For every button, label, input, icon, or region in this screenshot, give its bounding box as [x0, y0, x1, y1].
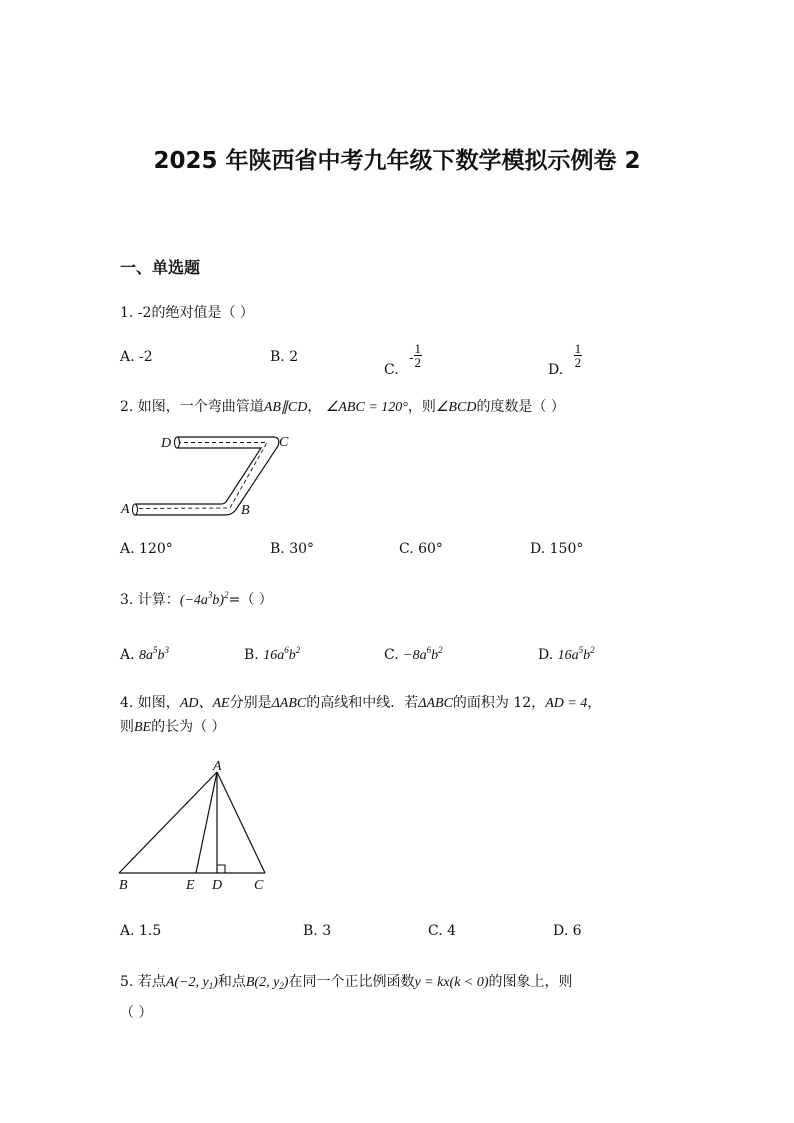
section-heading: 一、单选题	[120, 258, 201, 277]
pipe-label-b: B	[241, 503, 250, 518]
q1-option-c-fraction: $\frac{1}{2}$	[414, 341, 422, 370]
q4-option-b: B. 3	[303, 923, 332, 939]
question-3-text: 3. 计算：$(-4a^3b)^2=$（ ）	[120, 590, 273, 608]
triangle-label-c: C	[254, 878, 264, 893]
q2-option-a: A. 120°	[120, 541, 173, 557]
q1-option-a: A. -2	[120, 349, 153, 365]
triangle-label-a: A	[213, 759, 222, 774]
question-4-line-1: 4. 如图，AD、AE分别是ΔABC的高线和中线．若ΔABC的面积为 12，AD = 4，	[120, 695, 602, 711]
triangle-figure	[115, 755, 275, 895]
q1-option-d-label: D.	[548, 361, 564, 378]
question-2-text: 2. 如图，一个弯曲管道AB∥CD， ∠ABC = 120°，则∠BCD的度数是（ ）	[120, 399, 565, 415]
triangle-label-e: E	[186, 878, 195, 893]
question-5-line-1: 5. 若点A(−2, $y_1$)和点B(2, $y_2$)在同一个正比例函数y = kx(k < 0)的图象上，则	[120, 974, 573, 991]
q3-option-c: C. $-8a^6b^2$	[384, 645, 443, 663]
pipe-figure	[115, 428, 305, 523]
q4-option-d: D. 6	[553, 923, 582, 939]
triangle-label-d: D	[212, 878, 223, 893]
q1-option-c-sign: -	[409, 350, 414, 366]
question-4-line-2: 则BE的长为（ ）	[120, 719, 226, 735]
q1-option-c-label: C.	[384, 361, 399, 378]
page-title: 2025 年陕西省中考九年级下数学模拟示例卷 2	[153, 148, 641, 174]
q3-option-b: B. $16a^6b^2$	[244, 645, 301, 663]
q4-option-a: A. 1.5	[120, 923, 162, 939]
q3-expression: $(-4a^3b)^2$	[179, 590, 229, 608]
q1-option-b: B. 2	[270, 349, 299, 365]
q2-option-d: D. 150°	[530, 541, 584, 557]
q3-option-a: A. $8a^5b^3$	[120, 645, 170, 663]
q4-option-c: C. 4	[428, 923, 457, 939]
q3-option-d: D. $16a^5b^2$	[538, 645, 595, 663]
q1-option-d	[548, 341, 582, 378]
pipe-label-c: C	[279, 435, 289, 450]
triangle-label-b: B	[119, 878, 128, 893]
q1-option-c	[384, 341, 422, 378]
question-5-line-2: （ ）	[120, 1005, 153, 1021]
question-1-text: 1. -2的绝对值是（ ）	[120, 305, 254, 321]
q1-option-d-fraction: $\frac{1}{2}$	[574, 341, 582, 370]
q2-option-c: C. 60°	[399, 541, 443, 557]
pipe-label-d: D	[161, 436, 172, 451]
pipe-label-a: A	[121, 502, 130, 517]
q2-option-b: B. 30°	[270, 541, 315, 557]
